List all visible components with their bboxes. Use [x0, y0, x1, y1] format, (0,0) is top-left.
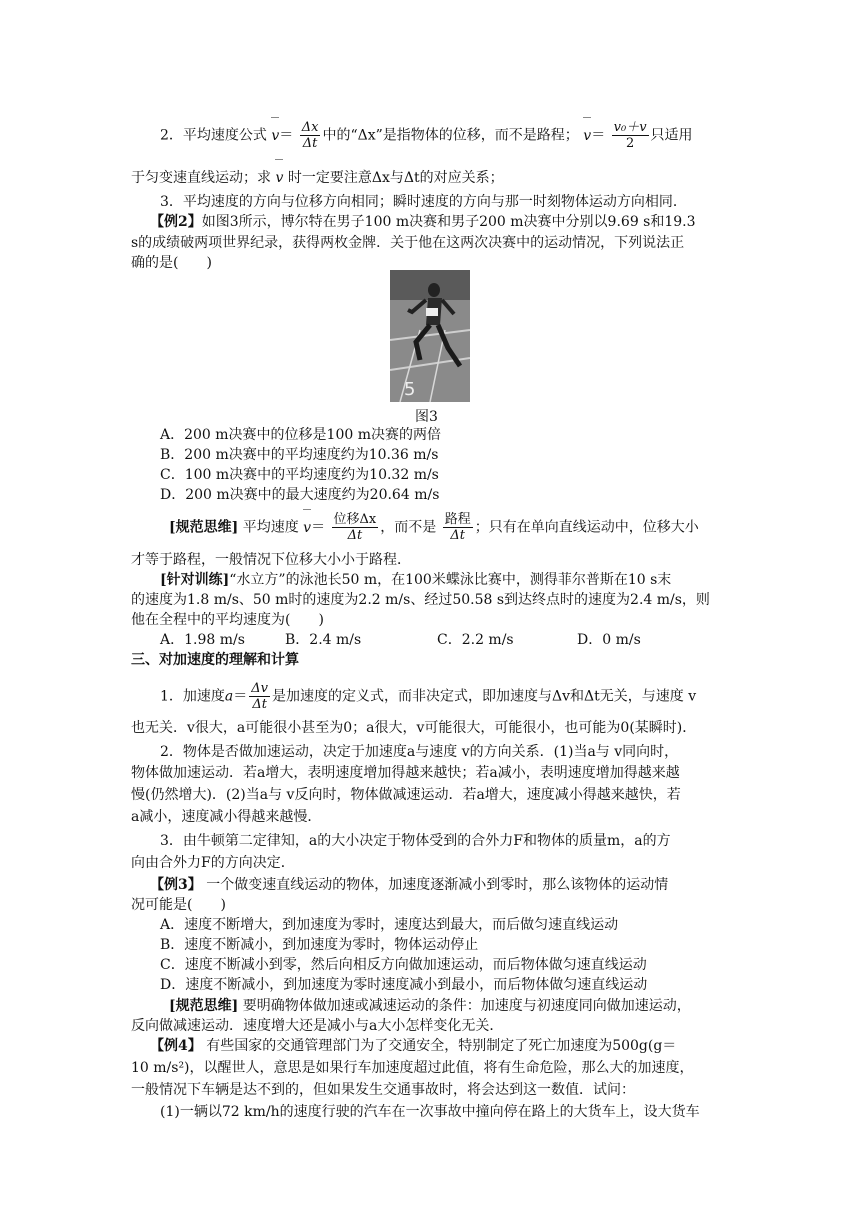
paragraph-3: 3．平均速度的方向与位移方向相同；瞬时速度的方向与那一时刻物体运动方向相同． — [160, 194, 687, 210]
training-option-c: C．2.2 m/s — [437, 632, 514, 648]
example-3-option-a: A．速度不断增大，到加速度为零时，速度达到最大，而后做匀速直线运动 — [160, 917, 619, 933]
example-4-line-1: 【例4】 有些国家的交通管理部门为了交通安全，特别制定了死亡加速度为500g(g＝ — [150, 1038, 677, 1054]
fraction-path: $\frac{\text{路程}}{\Delta t}$ — [444, 512, 471, 543]
v-bar-symbol: v — [271, 127, 280, 144]
v-bar-symbol-2: v — [583, 127, 592, 144]
example-3-option-b: B．速度不断减小，到加速度为零时，物体运动停止 — [160, 937, 479, 953]
acceleration-line-5: 慢(仍然增大)．(2)当a与 v反向时，物体做减速运动．若a增大，速度减小得越来越快，若 — [131, 787, 681, 803]
acceleration-line-1: 1．加速度a＝ $\frac{\Delta v}{\Delta t}$ 是加速度的定义式，而非决定式，即加速度与Δv和Δt无关，与速度 v — [160, 681, 697, 712]
acceleration-line-3: 2．物体是否做加速运动，决定于加速度a与速度 v的方向关系．(1)当a与 v同向时， — [160, 744, 679, 760]
acceleration-line-2: 也无关．v很大，a可能很小甚至为0；a很大，v可能很大，可能很小，也可能为0(某瞬时)． — [131, 720, 697, 736]
sprinter-photo-icon — [390, 270, 470, 402]
example-2-label: 【例2】 — [150, 214, 202, 230]
example-2-line-1: 【例2】如图3所示，博尔特在男子100 m决赛和男子200 m决赛中分别以9.69 s和19.3 — [150, 214, 696, 230]
training-line-3: 他在全程中的平均速度为( ) — [131, 612, 324, 628]
fraction-dv-dt: $\frac{\Delta v}{\Delta t}$ — [251, 681, 269, 712]
fraction-v0-plus-v: $\frac{\text{v₀＋v}}{2}$ — [613, 120, 647, 151]
example-2-option-c: C．100 m决赛中的平均速度约为10.32 m/s — [160, 467, 439, 483]
example-3-option-d: D．速度不断减小，到加速度为零时速度减小到最小，而后物体做匀速直线运动 — [160, 977, 648, 993]
example-4-line-4: (1)一辆以72 km/h的速度行驶的汽车在一次事故中撞向停在路上的大货车上，设大货车 — [160, 1104, 700, 1120]
figure-caption: 图3 — [415, 409, 438, 425]
thinking-1-line-1: [规范思维] 平均速度 v＝ $\frac{\text{位移Δx}}{\Delta t}$ ，而不是 $\frac{\text{路程}}{\Delta t}$ ；只有在单向直线运动中，位移大小 — [169, 512, 699, 543]
example-2-option-a: A．200 m决赛中的位移是100 m决赛的两倍 — [160, 427, 442, 443]
thinking-1-line-2: 才等于路程，一般情况下位移大小小于路程． — [131, 552, 411, 568]
sprinter-photo — [390, 270, 470, 402]
v-bar-symbol-4: v — [303, 519, 312, 536]
thinking-2-line-2: 反向做减速运动．速度增大还是减小与a大小怎样变化无关． — [131, 1018, 504, 1034]
thinking-2-label: [规范思维] — [169, 998, 239, 1014]
training-option-d: D．0 m/s — [577, 632, 641, 648]
example-3-option-c: C．速度不断减小到零，然后向相反方向做加速运动，而后物体做匀速直线运动 — [160, 957, 647, 973]
example-2-line-3: 确的是( ) — [131, 255, 212, 271]
acceleration-line-6: a减小，速度减小得越来越慢． — [131, 809, 322, 825]
thinking-2-line-1: [规范思维] 要明确物体做加速或减速运动的条件：加速度与初速度同向做加速运动， — [169, 998, 691, 1014]
example-3-line-2: 况可能是( ) — [131, 897, 226, 913]
example-4-line-3: 一般情况下车辆是达不到的，但如果发生交通事故时，将会达到这一数值．试问： — [131, 1082, 635, 1098]
training-line-2: 的速度为1.8 m/s、50 m时的速度为2.2 m/s、经过50.58 s到达终点时的速度为2.4 m/s，则 — [131, 592, 710, 608]
example-2-option-d: D．200 m决赛中的最大速度约为20.64 m/s — [160, 487, 440, 503]
section-3-heading: 三、对加速度的理解和计算 — [131, 652, 299, 668]
example-3-label: 【例3】 — [150, 877, 202, 893]
example-2-line-2: s的成绩破两项世界纪录，获得两枚金牌．关于他在这两次决赛中的运动情况，下列说法正 — [131, 235, 685, 251]
thinking-1-label: [规范思维] — [169, 519, 239, 536]
training-line-1: [针对训练]“水立方”的泳池长50 m，在100米蝶泳比赛中，测得菲尔普斯在10 s末 — [160, 572, 672, 588]
fraction-displacement: $\frac{\text{位移Δx}}{\Delta t}$ — [333, 512, 377, 543]
example-4-label: 【例4】 — [150, 1038, 202, 1054]
acceleration-line-4: 物体做加速运动．若a增大，表明速度增加得越来越快；若a减小，表明速度增加得越来越 — [131, 765, 680, 781]
svg-text:5: 5 — [404, 379, 416, 400]
example-2-option-b: B．200 m决赛中的平均速度约为10.36 m/s — [160, 447, 439, 463]
acceleration-line-8: 向由合外力F的方向决定． — [131, 855, 295, 871]
v-bar-symbol-3: v — [275, 170, 284, 186]
training-label: [针对训练] — [160, 572, 230, 588]
avg-velocity-formula-line: 2．平均速度公式 v＝ $\frac{\Delta x}{\Delta t}$ 中的“Δx”是指物体的位移，而不是路程； v＝ $\frac{\text{v₀＋v}}{2}$ 只适用 — [160, 120, 693, 151]
avg-velocity-line-2: 于匀变速直线运动；求 v 时一定要注意Δx与Δt的对应关系； — [131, 170, 504, 186]
example-4-line-2: 10 m/s²)，以醒世人，意思是如果行车加速度超过此值，将有生命危险，那么大的加速度， — [131, 1060, 694, 1076]
example-3-line-1: 【例3】 一个做变速直线运动的物体，加速度逐渐减小到零时，那么该物体的运动情 — [150, 877, 669, 893]
acceleration-line-7: 3．由牛顿第二定律知，a的大小决定于物体受到的合外力F和物体的质量m，a的方 — [160, 833, 671, 849]
fraction-dx-dt: $\frac{\Delta x}{\Delta t}$ — [301, 120, 319, 151]
training-option-a: A．1.98 m/s — [160, 632, 245, 648]
training-option-b: B．2.4 m/s — [285, 632, 362, 648]
